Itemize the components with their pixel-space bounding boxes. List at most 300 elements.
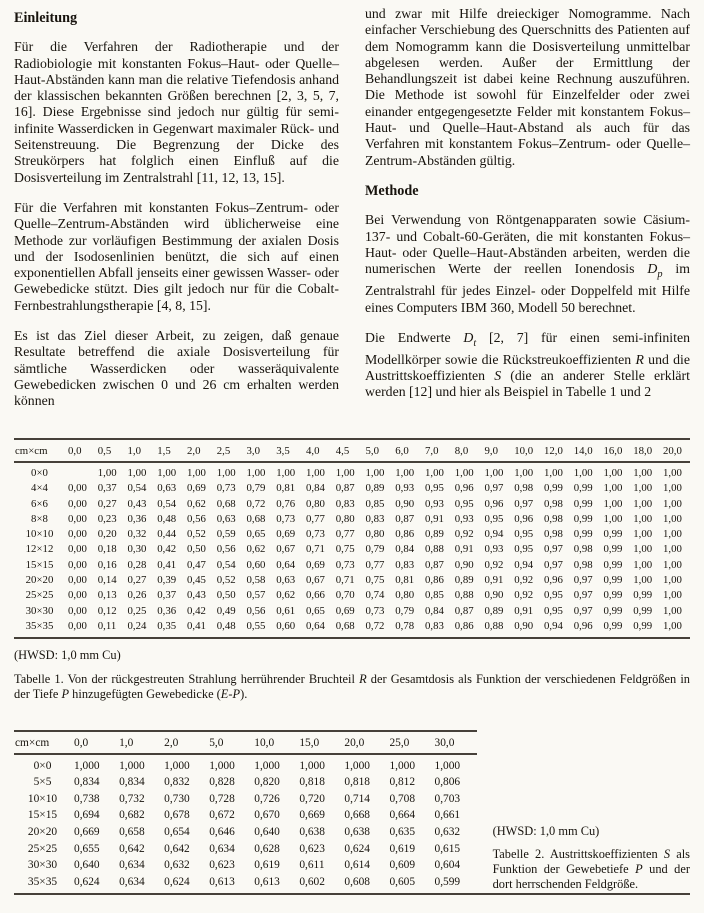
data-cell: 0,55 [244, 619, 274, 638]
data-cell: 0,95 [484, 512, 504, 525]
data-cell: 0,834 [74, 776, 100, 789]
data-cell: 0,632 [434, 826, 461, 839]
data-cell: 0,92 [454, 528, 474, 541]
column-header: 12,0 [541, 439, 571, 462]
data-cell: 1,00 [633, 512, 653, 525]
data-cell: 0,642 [119, 842, 145, 855]
table-row [14, 481, 690, 496]
data-cell: 1,00 [663, 528, 682, 541]
data-cell: 0,95 [544, 589, 563, 602]
data-cell: 0,97 [573, 574, 593, 587]
row-label: 0×0 [33, 759, 52, 772]
data-cell: 0,85 [365, 497, 385, 510]
data-cell: 1,00 [306, 467, 325, 479]
data-cell: 0,81 [276, 482, 296, 495]
data-cell: 0,83 [395, 558, 415, 571]
data-cell: 0,832 [164, 776, 190, 789]
data-cell: 0,89 [484, 604, 504, 617]
data-cell: 0,00 [68, 543, 87, 556]
data-cell: 0,669 [74, 826, 100, 839]
data-cell: 0,61 [276, 604, 296, 617]
data-cell: 0,682 [119, 809, 145, 822]
data-cell: 0,99 [573, 528, 593, 541]
data-cell: 0,664 [389, 809, 416, 822]
data-cell: 0,820 [254, 776, 280, 789]
data-cell: 0,98 [573, 543, 593, 556]
data-cell: 0,632 [164, 859, 190, 872]
data-cell: 0,79 [365, 543, 385, 556]
data-cell: 0,634 [119, 875, 145, 888]
data-cell: 1,00 [663, 543, 682, 556]
column-header: 9,0 [482, 439, 512, 462]
data-cell: 1,00 [127, 467, 147, 479]
data-cell: 0,91 [484, 574, 504, 587]
data-cell: 0,708 [389, 792, 416, 805]
data-cell: 0,73 [216, 482, 236, 495]
column-header: 1,0 [125, 439, 155, 462]
data-cell: 0,00 [68, 558, 87, 571]
right-column [365, 6, 690, 401]
row-label: 15×15 [27, 809, 58, 822]
data-cell: 0,98 [514, 482, 534, 495]
bottom-rule [14, 893, 690, 895]
data-cell: 0,89 [425, 528, 444, 541]
data-cell: 0,64 [276, 558, 296, 571]
column-header: 25,0 [386, 731, 431, 754]
data-cell: 1,000 [389, 759, 416, 772]
data-cell: 0,99 [633, 589, 653, 602]
data-cell: 0,62 [187, 497, 206, 510]
data-cell: 0,732 [119, 792, 145, 805]
row-label: 8×8 [31, 512, 48, 525]
data-cell: 1,00 [365, 467, 385, 479]
data-cell: 0,70 [335, 589, 355, 602]
data-cell: 0,99 [633, 604, 653, 617]
column-header: 20,0 [341, 731, 386, 754]
data-cell: 0,26 [127, 589, 147, 602]
table-2-block [14, 730, 690, 894]
data-cell: 0,62 [276, 589, 296, 602]
section-heading-einleitung: Einleitung [14, 10, 78, 26]
data-cell: 0,602 [299, 875, 325, 888]
data-cell: 0,97 [514, 497, 534, 510]
article-text [14, 6, 690, 426]
data-cell: 0,76 [276, 497, 296, 510]
hwsd-note-table-2: (HWSD: 1,0 mm Cu) [492, 823, 600, 838]
data-cell: 0,91 [425, 512, 444, 525]
data-cell: 0,00 [68, 482, 87, 495]
column-header: cm×cm [14, 439, 65, 462]
data-cell: 0,654 [164, 826, 190, 839]
data-cell: 0,69 [187, 482, 206, 495]
data-cell: 0,00 [65, 619, 95, 638]
table-2-caption: Tabelle 2. Austrittskoeffizienten S als Funktion der Gewebetiefe P und der dort herrschenden Feldgröße. [492, 846, 691, 892]
data-cell: 0,99 [544, 482, 563, 495]
column-header: 0,0 [71, 731, 116, 754]
table-row [14, 807, 477, 824]
data-cell: 0,56 [246, 604, 266, 617]
data-cell: 0,43 [127, 497, 147, 510]
table-2-body [14, 754, 477, 894]
row-label: 30×30 [25, 604, 54, 617]
data-cell: 1,000 [74, 759, 100, 772]
data-cell: 0,96 [544, 574, 563, 587]
data-cell: 0,608 [344, 875, 371, 888]
data-cell: 0,47 [187, 558, 206, 571]
data-cell: 0,71 [306, 543, 325, 556]
table-row [14, 542, 690, 557]
column-header: 14,0 [571, 439, 601, 462]
data-cell: 0,640 [74, 859, 100, 872]
data-cell: 0,80 [306, 497, 325, 510]
data-cell: 0,726 [254, 792, 280, 805]
data-cell: 0,41 [184, 619, 214, 638]
data-cell: 0,96 [454, 482, 474, 495]
data-cell: 0,80 [335, 512, 355, 525]
data-cell: 1,00 [633, 482, 653, 495]
data-cell: 1,00 [603, 497, 623, 510]
data-cell: 0,78 [392, 619, 422, 638]
paragraph: und zwar mit Hilfe dreieckiger Nomogramme. Nach einfacher Verschiebung des Querschnitts des Patienten auf dem Nomogramm kann die Dosisverteilung unmittelbar abgelesen werden. Außer der Ermittlung der Behandlungszeit ist dabei keine Rechnung auszuführen. Die Methode ist sowohl für Einzelfelder oder zwei einander entgegengesetzte Felder mit konstantem Fokus–Haut- und Quelle–Haut-Abstand als auch für das Verfahren mit konstantem Fokus–Zentrum- oder Quelle–Zentrum-Abständen gültig. [365, 6, 690, 168]
data-cell: 0,68 [333, 619, 363, 638]
data-cell: 0,628 [254, 842, 280, 855]
data-cell: 0,84 [425, 604, 444, 617]
column-header: 20,0 [660, 439, 690, 462]
data-cell: 1,00 [663, 497, 682, 510]
data-cell: 0,93 [484, 543, 504, 556]
data-cell: 0,90 [454, 558, 474, 571]
data-cell: 0,52 [187, 528, 206, 541]
data-cell: 0,69 [306, 558, 325, 571]
data-cell: 1,00 [454, 467, 474, 479]
data-cell: 0,63 [216, 512, 236, 525]
data-cell: 0,92 [514, 574, 534, 587]
data-cell: 0,72 [363, 619, 393, 638]
data-cell: 0,79 [246, 482, 266, 495]
data-cell: 0,18 [97, 543, 117, 556]
data-cell: 0,613 [254, 875, 280, 888]
data-cell: 0,88 [482, 619, 512, 638]
data-cell: 0,73 [365, 604, 385, 617]
row-label: 20×20 [27, 826, 58, 839]
data-cell: 0,36 [127, 512, 147, 525]
table-row [14, 527, 690, 542]
data-cell: 0,619 [389, 842, 416, 855]
data-cell: 0,99 [603, 574, 623, 587]
data-cell: 1,00 [97, 467, 117, 479]
data-cell: 0,63 [157, 482, 177, 495]
data-cell: 0,834 [119, 776, 145, 789]
left-column [14, 6, 339, 410]
data-cell: 0,95 [425, 482, 444, 495]
data-cell: 0,32 [127, 528, 147, 541]
data-cell: 0,66 [306, 589, 325, 602]
table-2-side-notes [493, 824, 690, 894]
paragraph: Es ist das Ziel dieser Arbeit, zu zeigen, daß genaue Resultate betreffend die axiale Dosisverteilung für sämtliche Wasserdicken oder wasseräquivalente Gewebedicken zwischen 0 und 26 cm erhalten werden können [14, 328, 339, 409]
data-cell: 1,00 [216, 467, 236, 479]
row-label: 5×5 [33, 776, 52, 789]
data-cell: 0,69 [276, 528, 296, 541]
data-cell: 0,24 [125, 619, 155, 638]
data-cell: 1,000 [209, 759, 235, 772]
data-cell: 0,87 [454, 604, 474, 617]
table-row [14, 604, 690, 619]
column-header: 18,0 [630, 439, 660, 462]
data-cell: 0,54 [127, 482, 147, 495]
data-cell: 0,89 [454, 574, 474, 587]
data-cell: 1,00 [395, 467, 415, 479]
data-cell: 0,619 [254, 859, 280, 872]
data-cell: 0,94 [484, 528, 504, 541]
data-cell: 0,27 [127, 574, 147, 587]
data-cell: 0,634 [209, 842, 235, 855]
data-cell: 0,95 [454, 497, 474, 510]
data-cell: 1,00 [187, 467, 206, 479]
data-cell: 0,81 [395, 574, 415, 587]
row-label: 10×10 [27, 792, 58, 805]
data-cell: 0,27 [97, 497, 117, 510]
data-cell: 0,84 [306, 482, 325, 495]
data-cell: 0,669 [299, 809, 325, 822]
data-cell: 0,99 [573, 497, 593, 510]
table-row [14, 754, 477, 775]
data-cell: 0,818 [299, 776, 325, 789]
table-2-header [14, 731, 477, 754]
data-cell: 0,89 [365, 482, 385, 495]
data-cell: 0,97 [573, 589, 593, 602]
data-cell: 0,54 [157, 497, 177, 510]
data-cell: 0,49 [216, 604, 236, 617]
data-cell: 1,00 [663, 574, 682, 587]
data-cell: 0,50 [216, 589, 236, 602]
data-cell: 0,28 [127, 558, 147, 571]
table-row [14, 558, 690, 573]
data-cell: 1,000 [119, 759, 145, 772]
data-cell: 0,624 [164, 875, 190, 888]
data-cell: 0,96 [514, 512, 534, 525]
section-heading-methode: Methode [365, 182, 419, 199]
data-cell: 0,642 [164, 842, 190, 855]
data-cell: 0,44 [157, 528, 177, 541]
data-cell: 0,634 [119, 859, 145, 872]
column-header: 5,0 [206, 731, 251, 754]
data-cell: 1,000 [164, 759, 190, 772]
data-cell: 0,68 [216, 497, 236, 510]
data-cell: 0,99 [603, 528, 623, 541]
data-cell: 0,87 [425, 558, 444, 571]
data-cell: 0,88 [454, 589, 474, 602]
column-header: 5,0 [363, 439, 393, 462]
data-cell: 0,67 [276, 543, 296, 556]
data-cell: 0,43 [187, 589, 206, 602]
column-header: cm×cm [14, 731, 71, 754]
data-cell: 0,37 [157, 589, 177, 602]
data-cell: 0,638 [299, 826, 325, 839]
data-cell: 0,646 [209, 826, 235, 839]
column-header: 4,0 [303, 439, 333, 462]
paragraph: Für die Verfahren mit konstanten Fokus–Zentrum- oder Quelle–Zentrum-Abständen wird üblicherweise eine Methode zur vorläufigen Bestimmung der axialen Dosis und der Isodosenlinien benützt, die sich auf einen exponentiellen Abfall jenseits einer gewissen Wasser- oder Gewebedicke stützt. Dies gilt jedoch nur für die Cobalt-Fernbestrahlungstherapie [4, 8, 15]. [14, 199, 339, 313]
data-cell: 0,655 [74, 842, 100, 855]
data-cell: 0,86 [395, 528, 415, 541]
data-cell: 0,80 [365, 528, 385, 541]
data-cell: 0,77 [365, 558, 385, 571]
column-header: 7,0 [422, 439, 452, 462]
data-cell: 1,00 [603, 467, 623, 479]
data-cell: 0,605 [389, 875, 416, 888]
table-row [14, 462, 690, 481]
data-cell: 0,661 [434, 809, 461, 822]
data-cell: 0,41 [157, 558, 177, 571]
paragraph: Die Endwerte $D_t$ [2, 7] für einen semi-infiniten Modellkörper sowie die Rückstreukoeffizienten R und die Austrittskoeffizienten S (die an anderer Stelle erklärt werden [12] und hier als Beispiel in Tabelle 1 und 2 [365, 329, 690, 400]
data-cell: 0,91 [454, 543, 474, 556]
paragraph: Bei Verwendung von Röntgenapparaten sowie Cäsium-137- und Cobalt-60-Geräten, die mit konstanten Fokus–Haut- oder Quelle–Haut-Abständen arbeiten, werden die numerischen Werte der reellen Ionendosis $D_p$ im Zentralstrahl für jedes Einzel- oder Doppelfeld mit Hilfe eines Computers IBM 360, Modell 50 berechnet. [365, 212, 691, 315]
data-cell: 0,96 [571, 619, 601, 638]
row-label: 20×20 [25, 574, 54, 587]
column-header: 4,5 [333, 439, 363, 462]
data-cell: 0,95 [544, 604, 563, 617]
data-cell: 0,98 [544, 528, 563, 541]
data-cell: 0,00 [68, 528, 87, 541]
data-cell: 0,670 [254, 809, 280, 822]
data-cell: 1,00 [514, 467, 534, 479]
data-cell: 0,728 [209, 792, 235, 805]
data-cell: 0,48 [214, 619, 244, 638]
data-cell: 0,623 [299, 842, 325, 855]
data-cell: 1,00 [633, 467, 653, 479]
data-cell: 0,623 [209, 859, 235, 872]
data-cell: 0,12 [97, 604, 117, 617]
data-cell: 0,828 [209, 776, 235, 789]
data-cell: 0,624 [344, 842, 371, 855]
data-cell: 0,604 [434, 859, 461, 872]
row-label: 35×35 [14, 619, 65, 638]
row-label: 10×10 [25, 528, 54, 541]
data-cell: 1,00 [663, 512, 682, 525]
column-header: 16,0 [601, 439, 631, 462]
row-label: 12×12 [25, 543, 54, 556]
data-cell: 0,65 [306, 604, 325, 617]
data-cell: 0,60 [273, 619, 303, 638]
data-cell: 0,77 [306, 512, 325, 525]
table-row [14, 774, 477, 791]
data-cell: 1,00 [603, 482, 623, 495]
column-header: 8,0 [452, 439, 482, 462]
column-header: 10,0 [511, 439, 541, 462]
data-cell: 0,640 [254, 826, 280, 839]
data-cell: 0,60 [246, 558, 266, 571]
data-cell: 0,42 [187, 604, 206, 617]
data-cell: 0,39 [157, 574, 177, 587]
data-cell: 0,64 [303, 619, 333, 638]
data-cell: 0,812 [389, 776, 416, 789]
column-header: 10,0 [251, 731, 296, 754]
data-cell: 0,58 [246, 574, 266, 587]
table-1-body [14, 462, 690, 638]
data-cell: 0,738 [74, 792, 100, 805]
data-cell: 0,99 [630, 619, 660, 638]
data-cell: 0,97 [573, 604, 593, 617]
data-cell: 0,638 [344, 826, 371, 839]
data-cell: 0,77 [335, 528, 355, 541]
data-cell: 0,818 [344, 776, 371, 789]
data-cell: 0,00 [68, 589, 87, 602]
data-cell: 1,00 [573, 467, 593, 479]
data-cell: 0,97 [544, 543, 563, 556]
table-1-header [14, 439, 690, 462]
data-cell: 0,87 [395, 512, 415, 525]
data-cell: 0,80 [395, 589, 415, 602]
data-cell: 1,00 [633, 543, 653, 556]
data-cell: 0,87 [335, 482, 355, 495]
data-cell: 1,00 [157, 467, 177, 479]
column-header-row [14, 731, 477, 754]
data-cell: 0,83 [422, 619, 452, 638]
data-cell: 0,99 [603, 604, 623, 617]
data-cell: 0,92 [484, 558, 504, 571]
data-cell: 0,99 [603, 558, 623, 571]
data-cell: 1,00 [633, 497, 653, 510]
row-label: 35×35 [27, 875, 58, 888]
data-cell: 1,00 [663, 482, 682, 495]
data-cell: 0,90 [484, 589, 504, 602]
data-cell: 0,93 [454, 512, 474, 525]
data-cell: 0,86 [452, 619, 482, 638]
data-cell: 0,56 [187, 512, 206, 525]
data-cell: 0,00 [68, 512, 87, 525]
data-cell: 0,72 [246, 497, 266, 510]
data-cell: 0,614 [344, 859, 371, 872]
table-row [14, 619, 690, 638]
data-cell: 1,00 [276, 467, 296, 479]
column-header: 1,5 [154, 439, 184, 462]
data-cell: 1,00 [544, 467, 563, 479]
data-cell: 0,20 [97, 528, 117, 541]
data-cell: 0,35 [154, 619, 184, 638]
table-row [14, 824, 477, 841]
table-row [14, 874, 477, 894]
data-cell: 0,11 [95, 619, 125, 638]
data-cell: 1,000 [434, 759, 461, 772]
data-cell: 0,16 [97, 558, 117, 571]
data-cell: 0,599 [434, 875, 461, 888]
data-cell: 0,703 [434, 792, 461, 805]
data-cell: 0,00 [68, 604, 87, 617]
data-cell: 0,30 [127, 543, 147, 556]
data-cell: 0,71 [335, 574, 355, 587]
data-cell: 1,00 [425, 467, 444, 479]
data-cell: 0,86 [425, 574, 444, 587]
table-row [14, 588, 690, 603]
data-cell: 1,00 [603, 512, 623, 525]
data-cell: 1,00 [633, 574, 653, 587]
row-label: 6×6 [31, 497, 48, 510]
data-cell: 0,00 [68, 574, 87, 587]
table-row [14, 791, 477, 808]
data-cell: 0,94 [541, 619, 571, 638]
data-cell: 0,79 [395, 604, 415, 617]
data-cell: 0,730 [164, 792, 190, 805]
data-cell: 1,00 [633, 528, 653, 541]
data-cell: 0,93 [425, 497, 444, 510]
data-cell: 0,57 [246, 589, 266, 602]
data-cell: 0,95 [514, 543, 534, 556]
row-label: 0×0 [31, 467, 48, 479]
data-cell: 0,615 [434, 842, 461, 855]
paragraph: Für die Verfahren der Radiotherapie und der Radiobiologie mit konstanten Fokus–Haut- oder Quelle–Haut-Abständen kann man die relative Tiefendosis anhand der klassischen bekannten Größen berechnen [2, 3, 5, 7, 16]. Diese Ergebnisse sind jedoch nur gültig für semi-infinite Wasserdicken in Gegenwart maximaler Rück- und Seitenstreuung. Die Begrenzung der Dicke des Streukörpers hat folglich einen Einfluß auf die Dosisverteilung im Zentralstrahl [11, 12, 13, 15]. [14, 39, 339, 185]
data-cell: 0,67 [306, 574, 325, 587]
data-cell: 0,68 [246, 512, 266, 525]
data-cell: 0,98 [573, 558, 593, 571]
